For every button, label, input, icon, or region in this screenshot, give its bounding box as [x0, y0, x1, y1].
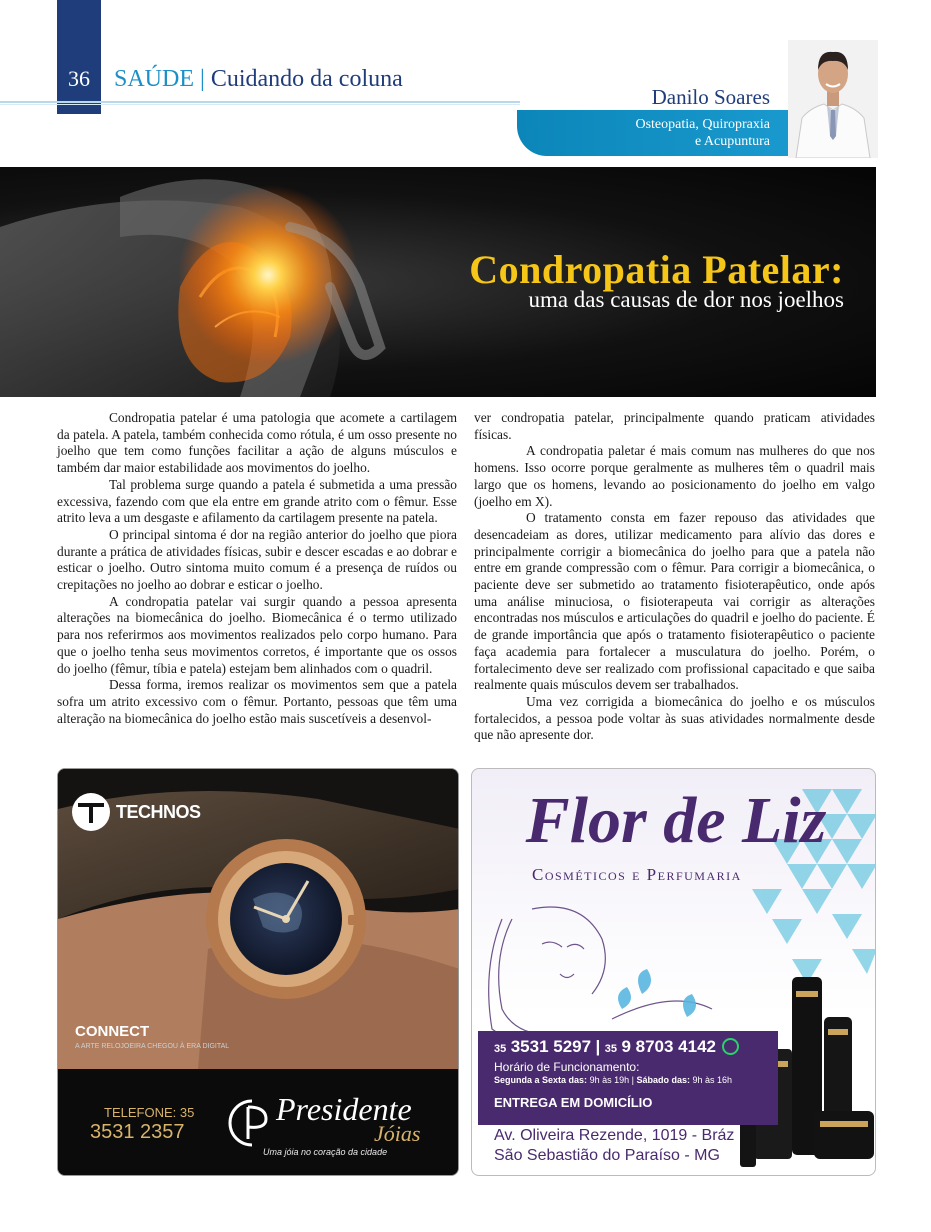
author-specialty-line-2: e Acupuntura	[694, 134, 770, 149]
hours-title: Horário de Funcionamento:	[494, 1060, 640, 1074]
hours: Segunda a Sexta das: 9h às 19h | Sábado das: 9h às 16h	[494, 1075, 733, 1085]
author-photo	[788, 40, 878, 158]
presidente-p-icon	[226, 1095, 280, 1147]
phone-separator: |	[595, 1037, 601, 1056]
paragraph: O tratamento consta em fazer repouso das atividades que desencadeiam as dores, utilizar medicamento para alívio das dores e principalmente corrigir a biomecânica do joelho para que a patela não entre em grande compressão com o fêmur. Para corrigir a biomecânica, o paciente deve ser submetido ao tratamento fisioterapêutico, onde após uma análise minuciosa, o fisioterapeuta vai corrigir as alterações encontradas nos músculos e articulações do quadril e joelho do paciente. É de grande importância que após o tratamento fisioterapêutico o paciente faça academia para fortalecer a musculatura do joelho. Porém, o fortalecimento deve ser realizado com profissional capacitado e que saiba realmente quais músculos devem ser trabalhados.	[474, 510, 875, 693]
paragraph: A condropatia paletar é mais comum nas mulheres do que nos homens. Isso ocorre porque geralmente as mulheres têm o quadril mais largo que os homens, levando ao posicionamento do joelho em valgo (joelho em X).	[474, 443, 875, 509]
phone-prefix-2: 35	[604, 1043, 617, 1055]
page-number: 36	[68, 66, 90, 91]
phone-prefix-1: 35	[494, 1043, 507, 1055]
hours-saturday: 9h às 16h	[692, 1075, 733, 1085]
header-rule-thin	[0, 104, 520, 105]
phone-1: 3531 5297	[510, 1037, 592, 1056]
paragraph: Uma vez corrigida a biomecânica do joelho e os músculos fortalecidos, a pessoa pode voltar às suas atividades normalmente desde que não apresente dor.	[474, 693, 875, 743]
section-title	[114, 66, 403, 93]
paragraph: A condropatia patelar vai surgir quando a pessoa apresenta alterações na biomecânica do joelho. Biomecânica é o termo utilizado para nos referirmos aos movimentos realizados pelo corpo humano. Para que o joelho tenha seus movimentos corretos, é importante que os ossos do joelho (fêmur, tíbia e patela) estejam bem alinhados com o quadril.	[57, 593, 457, 676]
article-column-right	[474, 410, 875, 744]
paragraph: Condropatia patelar é uma patologia que acomete a cartilagem da patela. A patela, também conhecida como rótula, é um osso presente no joelho que tem como funções facilitar a ação de alguns músculos e também dar maior estabilidade aos movimentos do joelho.	[57, 410, 457, 476]
section-separator: |	[200, 66, 205, 92]
paragraph: O principal sintoma é dor na região anterior do joelho que piora durante a prática de atividades físicas, subir e descer escadas e ao dobrar e esticar o joelho. Outro sintoma muito comum é a presença de ruídos ou crepitações no joelho ao dobrar e esticar o joelho.	[57, 526, 457, 593]
article-column-left	[57, 410, 457, 727]
article-title: Condropatia Patelar:	[469, 247, 844, 292]
store-slogan: Uma jóia no coração da cidade	[263, 1147, 388, 1157]
paragraph-continuation: ver condropatia patelar, principalmente quando praticam atividades físicas.	[474, 410, 875, 442]
paragraph: Dessa forma, iremos realizar os movimentos sem que a patela sofra um atrito excessivo com o fêmur. Portanto, pessoas que têm uma alteração na biomecânica do joelho estão mais suscetíveis a desenvol-	[57, 677, 457, 726]
brand-subtitle: Cosméticos e Perfumaria	[532, 865, 742, 884]
phone-label: TELEFONE: 35	[104, 1105, 195, 1120]
technos-icon	[72, 793, 110, 831]
delivery: ENTREGA EM DOMICÍLIO	[494, 1095, 653, 1110]
subsection-name: Cuidando da coluna	[210, 66, 403, 92]
product-tagline: A ARTE RELOJOEIRA CHEGOU À ERA DIGITAL	[75, 1043, 230, 1050]
product-name: CONNECT	[75, 1023, 150, 1040]
ad-flor-de-liz[interactable]	[471, 768, 876, 1176]
header-rule	[0, 101, 520, 103]
brand-name: Flor de Liz	[525, 784, 827, 857]
whatsapp-icon	[722, 1038, 739, 1055]
technos-brand: TECHNOS	[116, 801, 201, 822]
hero-banner	[0, 167, 876, 397]
phone-2: 9 8703 4142	[621, 1037, 716, 1056]
author-specialty-line-1: Osteopatia, Quiropraxia	[635, 117, 770, 132]
ad-presidente-joias[interactable]	[57, 768, 459, 1176]
author-specialty	[560, 116, 770, 150]
technos-logo	[72, 793, 201, 831]
hours-saturday-label: Sábado das:	[636, 1075, 690, 1085]
section-name: SAÚDE	[114, 66, 195, 92]
hours-weekdays: 9h às 19h	[589, 1075, 630, 1085]
article-subtitle: uma das causas de dor nos joelhos	[528, 287, 844, 312]
phones	[494, 1037, 739, 1057]
store-name: Presidente	[276, 1091, 412, 1127]
author-name: Danilo Soares	[651, 85, 770, 109]
page-tab	[57, 0, 101, 114]
address-line-1: Av. Oliveira Rezende, 1019 - Bráz	[494, 1127, 735, 1144]
phone-number: 3531 2357	[90, 1121, 185, 1143]
address-line-2: São Sebastião do Paraíso - MG	[494, 1147, 720, 1164]
paragraph: Tal problema surge quando a patela é submetida a uma pressão excessiva, fazendo com que ela entre em grande atrito com o fêmur. Esse atrito leva a um desgaste e afilamento da cartilagem presente na patela.	[57, 476, 457, 526]
store-subname: Jóias	[374, 1121, 421, 1146]
hours-weekdays-label: Segunda a Sexta das:	[494, 1075, 588, 1085]
